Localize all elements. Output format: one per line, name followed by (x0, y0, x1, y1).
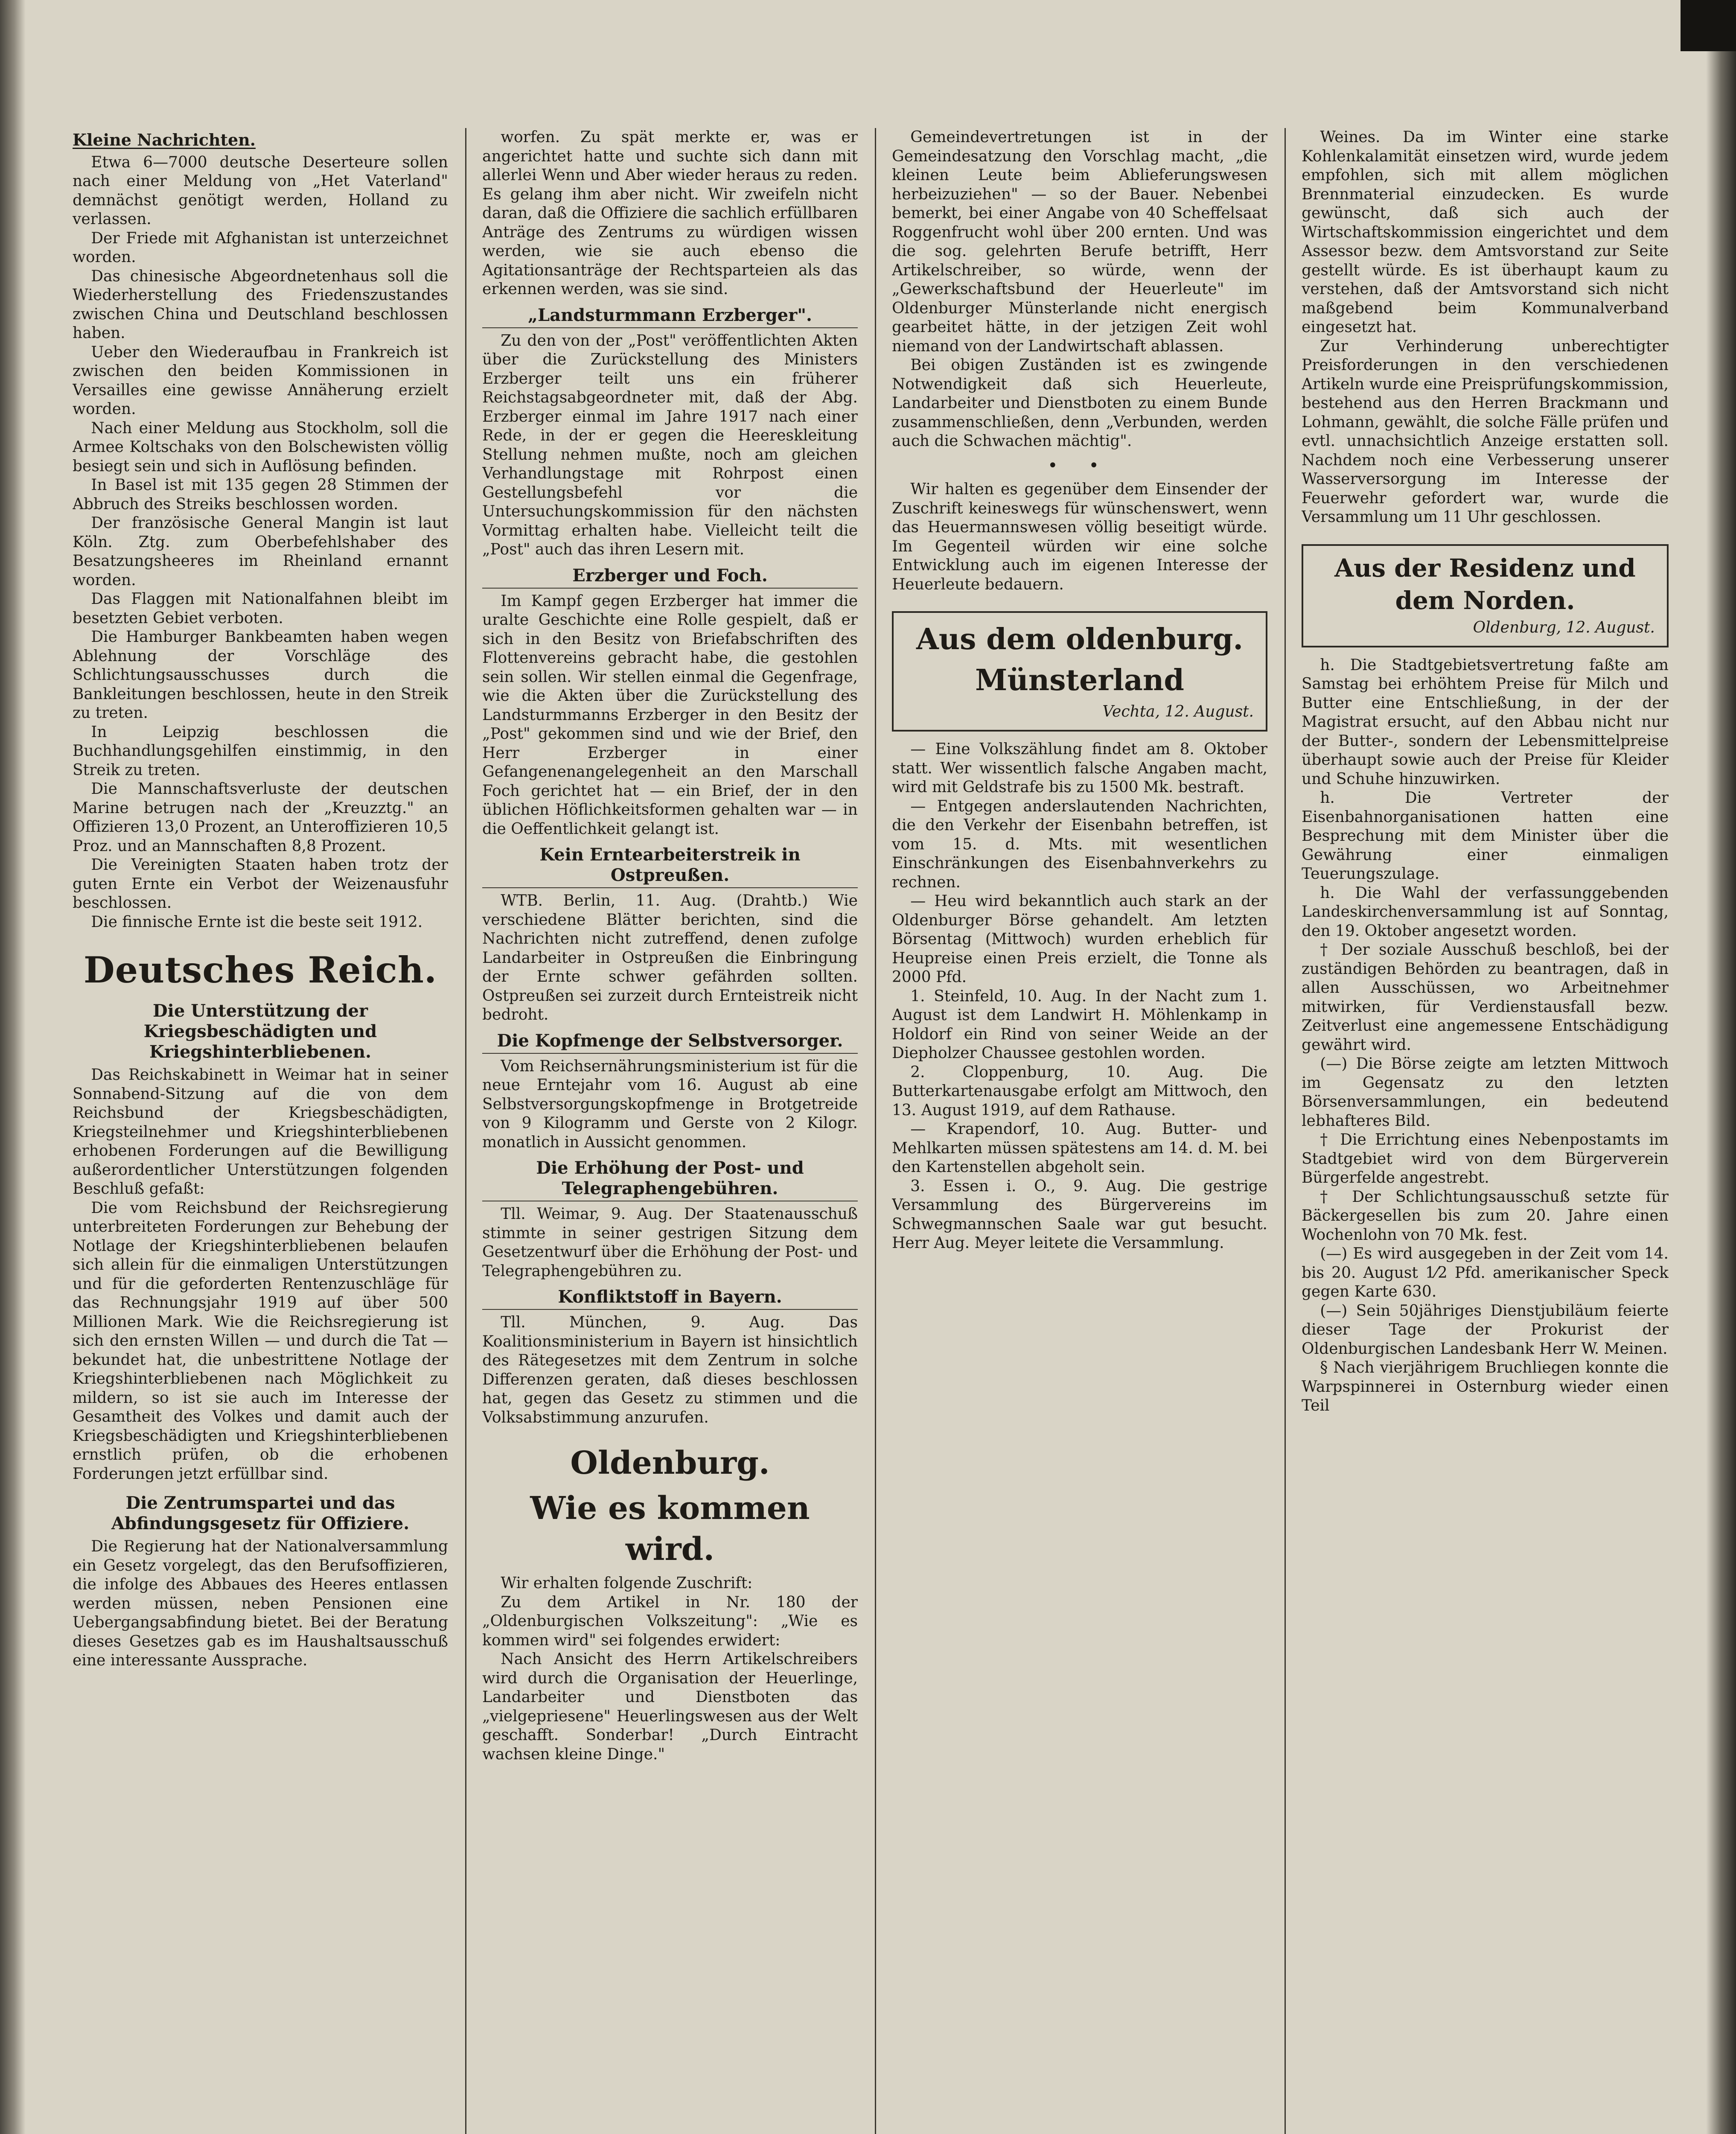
section-heading-residenz: Aus der Residenz und dem Norden. (1334, 553, 1636, 615)
article-paragraph: Tll. München, 9. Aug. Das Koalitionsministerium in Bayern ist hinsichtlich des Rätegesetzes mit dem Zentrum in solche Differenzen geraten, daß dieses beschlossen hat, gegen das Gesetz zu stimmen und die Volksabstimmung anzurufen. (482, 1314, 858, 1426)
article-paragraph: Zu den von der „Post" veröffentlichten Akten über die Zurückstellung des Ministers Erzberger teilt uns ein früherer Reichstagsabgeordneter mit, daß der Abg. Erzberger einmal im Jahre 1917 nach einer Rede, in der er gegen die Heereskleitung Stellung nehmen mußte, noch am gleichen Verhandlungstage mit Rohrpost einen Gestellungsbefehl vor die Untersuchungskommission für den nächsten Vormittag erhalten habe. Vielleicht teilt die „Post" auch das ihren Lesern mit. (482, 332, 858, 558)
news-item: Der Friede mit Afghanistan ist unterzeichnet worden. (73, 229, 448, 266)
news-item: 1. Steinfeld, 10. Aug. In der Nacht zum 1. August ist dem Landwirt H. Möhlenkamp in Holdorf ein Rind von seiner Weide an der Diepholzer Chaussee gestohlen worden. (892, 987, 1267, 1062)
news-item: (—) Die Börse zeigte am letzten Mittwoch im Gegensatz zu den letzten Börsenversammlungen, ein bedeutend lebhafteres Bild. (1302, 1055, 1669, 1130)
scan-edge-right (1706, 0, 1736, 2134)
article-heading: Die Zentrumspartei und das Abfindungsgesetz für Offiziere. (111, 1493, 410, 1533)
article-paragraph: Weines. Da im Winter eine starke Kohlenkalamität einsetzen wird, wurde jedem empfohlen, sich mit allem möglichen Brennmaterial einzudecken. Es wurde gewünscht, daß sich auch der Wirtschaftskommission eingerichtet und dem Assessor bezw. dem Amtsvorstand zur Seite gestellt würde. Es ist überhaupt kaum zu verstehen, daß der Amtsvorstand sich nicht maßgebend beim Kommunalverband eingesetzt hat. (1302, 128, 1669, 336)
news-item: 3. Essen i. O., 9. Aug. Die gestrige Versammlung des Bürgervereins im Schwegmannschen Saale war gut besucht. Herr Aug. Meyer leitete die Versammlung. (892, 1177, 1267, 1252)
news-item: h. Die Wahl der verfassunggebenden Landeskirchenversammlung ist auf Sonntag, den 19. Oktober angesetzt worden. (1302, 884, 1669, 940)
news-item: † Der soziale Ausschuß beschloß, bei der zuständigen Behörden zu beantragen, daß in allen Ausschüssen, wo Arbeitnehmer mitwirken, für Verdienstausfall bezw. Zeitverlust eine angemessene Entschädigung gewährt wird. (1302, 941, 1669, 1054)
section-heading-muensterland: Aus dem oldenburg. Münsterland (916, 622, 1244, 697)
section-heading-deutsches-reich: Deutsches Reich. (83, 949, 437, 991)
column-rule (465, 128, 466, 2134)
article-paragraph: Die Regierung hat der Nationalversammlung ein Gesetz vorgelegt, das den Berufsoffizieren, die infolge des Abbaues des Heeres entlassen werden müssen, neben Pensionen eine Uebergangsabfindung bietet. Bei der Beratung dieses Gesetzes gab es im Haushaltsausschuß eine interessante Aussprache. (73, 1538, 448, 1669)
news-item: † Der Schlichtungsausschuß setzte für Bäckergesellen bis zum 20. Jahre einen Wochenlohn von 70 Mk. fest. (1302, 1188, 1669, 1244)
article-heading-wie-es-kommen-wird: Wie es kommen wird. (530, 1490, 810, 1568)
news-item: (—) Sein 50jähriges Dienstjubiläum feierte dieser Tage der Prokurist der Oldenburgischen Landesbank Herr W. Meinen. (1302, 1302, 1669, 1358)
article-heading: „Landsturmmann Erzberger". (482, 305, 858, 328)
article-paragraph: Zur Verhinderung unberechtigter Preisforderungen in den verschiedenen Artikeln wurde eine Preisprüfungskommission, bestehend aus den Herren Brackmann und Lohmann, gewählt, die solche Fälle prüfen und evtl. unnachsichtlich Anzeige erstatten soll. Nachdem noch eine Verbesserung unserer Wasserversorgung im Interesse der Feuerwehr gefordert war, wurde die Versammlung um 11 Uhr geschlossen. (1302, 337, 1669, 526)
article-heading: Konfliktstoff in Bayern. (482, 1287, 858, 1310)
article-paragraph: Gemeindevertretungen ist in der Gemeindesatzung den Vorschlag macht, „die kleinen Leute beim Ablieferungswesen herbeizuziehen" — so der Bauer. Nebenbei bemerkt, bei einer Angabe von 40 Scheffelsaat Roggenfrucht wohl über 200 ernten. Und was die sog. gelehrten Berufe betrifft, Herr Artikelschreiber, so würde, wenn der „Gewerkschaftsbund der Heuerleute" im Oldenburger Münsterlande nicht energisch gearbeitet hätte, in der jetzigen Zeit wohl niemand von der Landwirtschaft ablassen. (892, 128, 1267, 355)
article-paragraph: Bei obigen Zuständen ist es zwingende Notwendigkeit daß sich Heuerleute, Landarbeiter und Dienstboten zu einem Bunde zusammenschließen, denn „Verbunden, werden auch die Schwachen mächtig". (892, 356, 1267, 450)
article-heading: Die Unterstützung der Kriegsbeschädigten und Kriegshinterbliebenen. (143, 1001, 377, 1062)
news-item: Der französische General Mangin ist laut Köln. Ztg. zum Oberbefehlshaber des Besatzungsheeres im Rheinland ernannt worden. (73, 514, 448, 589)
news-item: Die Mannschaftsverluste der deutschen Marine betrugen nach der „Kreuzztg." an Offizieren 13,0 Prozent, an Unteroffizieren 10,5 Proz. und an Mannschaften 8,8 Prozent. (73, 780, 448, 855)
column-4 (1302, 128, 1669, 2134)
article-heading: Die Kopfmenge der Selbstversorger. (482, 1031, 858, 1054)
column-rule (875, 128, 876, 2134)
news-item: Die finnische Ernte ist die beste seit 1912. (91, 913, 423, 931)
article-paragraph: worfen. Zu spät merkte er, was er angerichtet hatte und suchte sich dann mit allerlei Wenn und Aber wieder heraus zu reden. Es gelang ihm aber nicht. Wir zweifeln nicht daran, daß die Offiziere die sachlich erfüllbaren Anträge des Zentrums zu würdigen wissen werden, wie sie auch ebenso die Agitationsanträge der Rechtsparteien als das erkennen werden, was sie sind. (482, 128, 858, 298)
news-item: h. Die Vertreter der Eisenbahnorganisationen hatten eine Besprechung mit dem Minister über die Gewährung einer einmaligen Teuerungszulage. (1302, 789, 1669, 883)
separator-dots: • • (1048, 455, 1112, 475)
boxed-section (892, 611, 1267, 732)
scan-corner (1681, 0, 1736, 51)
news-item: Das chinesische Abgeordnetenhaus soll die Wiederherstellung des Friedenszustandes zwischen China und Deutschland beschlossen haben. (73, 267, 448, 342)
column-1 (73, 128, 448, 2134)
news-item: § Nach vierjährigem Bruchliegen konnte die Warpspinnerei in Osternburg wieder einen Teil (1302, 1359, 1669, 1414)
article-paragraph: Wir erhalten folgende Zuschrift: (501, 1574, 753, 1592)
article-heading: Kein Erntearbeiterstreik in Ostpreußen. (482, 845, 858, 888)
news-item: — Heu wird bekanntlich auch stark an der Oldenburger Börse gehandelt. Am letzten Börsentag (Mittwoch) wurden erheblich für Heupreise einen Preis erzielt, die Tonne als 2000 Pfd. (892, 892, 1267, 986)
news-item: — Krapendorf, 10. Aug. Butter- und Mehlkarten müssen spätestens am 14. d. M. bei den Kartenstellen abgeholt sein. (892, 1120, 1267, 1176)
article-paragraph: Vom Reichsernährungsministerium ist für die neue Erntejahr vom 16. August ab eine Selbstversorgungskopfmenge in Brotgetreide von 9 Kilogramm und Gerste von 2 Kilogr. monatlich in Aussicht genommen. (482, 1057, 858, 1151)
rubric-kleine-nachrichten: Kleine Nachrichten. (73, 130, 256, 149)
news-item: — Eine Volkszählung findet am 8. Oktober statt. Wer wissentlich falsche Angaben macht, wird mit Geldstrafe bis zu 1500 Mk. bestraft. (892, 740, 1267, 796)
news-item: Die Hamburger Bankbeamten haben wegen Ablehnung der Vorschläge des Schlichtungsausschusses durch die Bankleitungen beschlossen, heute in den Streik zu treten. (73, 628, 448, 722)
article-paragraph: Zu dem Artikel in Nr. 180 der „Oldenburgischen Volkszeitung": „Wie es kommen wird" sei folgendes erwidert: (482, 1593, 858, 1649)
news-item: Die Vereinigten Staaten haben trotz der guten Ernte ein Verbot der Weizenausfuhr beschlossen. (73, 856, 448, 912)
column-rule (1285, 128, 1286, 2134)
news-item: † Die Errichtung eines Nebenpostamts im Stadtgebiet wird von dem Bürgerverein Bürgerfelde angestrebt. (1302, 1131, 1669, 1187)
article-paragraph: Im Kampf gegen Erzberger hat immer die uralte Geschichte eine Rolle gespielt, daß er sich in den Besitz von Briefabschriften des Flottenvereins gebracht habe, die gestohlen sein sollen. Wir stellen einmal die Gegenfrage, wie die Akten über die Zurückstellung des Landsturmmanns Erzberger in den Besitz der „Post" gekommen sind und wie der Brief, den Herr Erzberger in einer Gefangenenangelegenheit an den Marschall Foch gerichtet hat — ein Brief, der in den üblichen Höflichkeitsformen gehalten war — in die Oeffentlichkeit gelangt ist. (482, 592, 858, 838)
scan-edge-left (0, 0, 26, 2134)
article-paragraph: Die vom Reichsbund der Reichsregierung unterbreiteten Forderungen zur Behebung der Notlage der Kriegshinterbliebenen belaufen sich allein für die einmaligen Unterstützungen und für die geforderten Rentenzuschläge für das Rechnungsjahr 1919 auf über 500 Millionen Mark. Wie die Reichsregierung ist sich den ernsten Willen — und durch die Tat — bekundet hat, die unbestrittene Notlage der Kriegshinterbliebenen nach Möglichkeit zu mildern, so ist sie auch im Interesse der Gesamtheit des Volkes und damit auch der Kriegsbeschädigten und Kriegshinterbliebenen ernstlich prüfen, ob die erhobenen Forderungen jetzt erfüllbar sind. (73, 1199, 448, 1483)
news-item: Nach einer Meldung aus Stockholm, soll die Armee Koltschaks von den Bolschewisten völlig besiegt sein und sich in Auflösung befinden. (73, 419, 448, 475)
article-paragraph: WTB. Berlin, 11. Aug. (Drahtb.) Wie verschiedene Blätter berichten, sind die Nachrichten nicht zutreffend, denen zufolge Landarbeiter in Ostpreußen die Einbringung der Ernte schwer gefährden sollten. Ostpreußen sei zurzeit durch Ernteistreik nicht bedroht. (482, 892, 858, 1023)
article-heading: Die Erhöhung der Post- und Telegraphengebühren. (482, 1158, 858, 1201)
column-3 (892, 128, 1267, 2134)
news-item: Ueber den Wiederaufbau in Frankreich ist zwischen den beiden Kommissionen in Versailles eine gewisse Annäherung erzielt worden. (73, 343, 448, 418)
article-paragraph: Nach Ansicht des Herrn Artikelschreibers wird durch die Organisation der Heuerlinge, Landarbeiter und Dienstboten das „vielgepriesene" Heuerlingswesen aus der Welt geschafft. Sonderbar! „Durch Eintracht wachsen kleine Dinge." (482, 1650, 858, 1763)
dateline: Vechta, 12. August. (1102, 703, 1254, 720)
article-heading: Erzberger und Foch. (482, 566, 858, 589)
news-item: — Entgegen anderslautenden Nachrichten, die den Verkehr der Eisenbahn betreffen, ist vom 15. d. Mts. mit wesentlichen Einschränkungen des Eisenbahnverkehrs zu rechnen. (892, 797, 1267, 891)
article-paragraph: Wir halten es gegenüber dem Einsender der Zuschrift keineswegs für wünschenswert, wenn das Heuermannswesen völlig beseitigt würde. Im Gegenteil würden wir eine solche Entwicklung auch im eigenen Interesse der Heuerleute bedauern. (892, 481, 1267, 593)
section-heading-oldenburg: Oldenburg. (570, 1445, 770, 1481)
news-item: In Basel ist mit 135 gegen 28 Stimmen der Abbruch des Streiks beschlossen worden. (73, 476, 448, 513)
boxed-section (1302, 544, 1669, 647)
column-2 (482, 128, 858, 2134)
news-item: h. Die Stadtgebietsvertretung faßte am Samstag bei erhöhtem Preise für Milch und Butter eine Entschließung, in der der Magistrat ersucht, auf den Abbau nicht nur der Butter-, sondern der Lebensmittelpreise überhaupt sowie auch der Preise für Kleider und Schuhe hinzuwirken. (1302, 656, 1669, 788)
article-paragraph: Das Reichskabinett in Weimar hat in seiner Sonnabend-Sitzung auf die von dem Reichsbund der Kriegsbeschädigten, Kriegsteilnehmer und Kriegshinterbliebenen erhobenen Forderungen auf die Bewilligung außerordentlicher Unterstützungen folgenden Beschluß gefaßt: (73, 1066, 448, 1198)
news-item: Etwa 6—7000 deutsche Deserteure sollen nach einer Meldung von „Het Vaterland" demnächst genötigt werden, Holland zu verlassen. (73, 153, 448, 228)
news-item: Das Flaggen mit Nationalfahnen bleibt im besetzten Gebiet verboten. (73, 590, 448, 627)
news-item: In Leipzig beschlossen die Buchhandlungsgehilfen einstimmig, in den Streik zu treten. (73, 723, 448, 779)
news-item: 2. Cloppenburg, 10. Aug. Die Butterkartenausgabe erfolgt am Mittwoch, den 13. August 1919, auf dem Rathause. (892, 1063, 1267, 1119)
news-item: (—) Es wird ausgegeben in der Zeit vom 14. bis 20. August 1⁄2 Pfd. amerikanischer Speck gegen Karte 630. (1302, 1245, 1669, 1300)
article-paragraph: Tll. Weimar, 9. Aug. Der Staatenausschuß stimmte in seiner gestrigen Sitzung dem Gesetzentwurf über die Erhöhung der Post- und Telegraphengebühren zu. (482, 1205, 858, 1280)
dateline: Oldenburg, 12. August. (1473, 618, 1655, 636)
newspaper-page (73, 128, 1669, 2134)
